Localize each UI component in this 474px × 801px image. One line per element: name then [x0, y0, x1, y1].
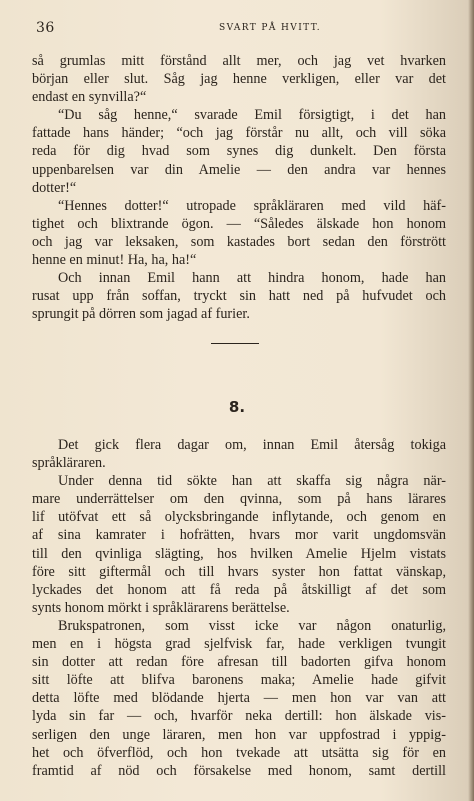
text-line: fattade hans händer; “och jag förstår nu allt, och vill söka: [32, 125, 446, 142]
section-divider: [211, 343, 259, 344]
text-line: Och innan Emil hann att hindra honom, hade han: [58, 270, 446, 287]
text-line: Brukspatronen, som visst icke var någon onaturlig,: [58, 617, 446, 634]
text-line: sprungit på dörren som jagad af furier.: [32, 306, 250, 323]
text-line: dotter!“: [32, 179, 77, 196]
text-line: till den qvinliga slägting, hos hvilken Amelie Hjelm vistats: [32, 545, 446, 562]
text-line: så grumlas mitt förstånd allt mer, och jag vet hvarken: [32, 53, 446, 69]
text-line: het och öfverflöd, och hon tvekade att utsätta sig för en: [32, 744, 446, 761]
text-line: Under denna tid sökte han att skaffa sig några när-: [58, 473, 446, 490]
text-line: henne en minut! Ha, ha, ha!“: [32, 252, 197, 269]
text-line: reda för dig hvad som synes dig dunkelt. Den första: [32, 143, 446, 160]
text-line: men en i högsta grad sjelfvisk far, hade verkligen tvungit: [32, 636, 446, 653]
chapter-number: 8.: [228, 398, 246, 416]
page-header: [36, 20, 440, 38]
text-line: tighet och blixtrande ögon. — “Således älskade hon honom: [32, 215, 446, 232]
text-section-one: [32, 52, 446, 323]
text-line: uppenbarelsen var din Amelie — den andra var hennes: [32, 161, 446, 178]
text-line: och jag var leksaken, som kastades bort sedan den förstrött: [32, 233, 446, 250]
text-line: lif utöfvat ett så olycksbringande inflytande, och genom en: [32, 509, 446, 526]
text-line: “Du såg henne,“ svarade Emil försigtigt, i det han: [58, 107, 446, 124]
text-line: framtid af nöd och försakelse med honom, samt dertill: [32, 762, 446, 779]
text-line: “Hennes dotter!“ utropade språkläraren med vild häf-: [58, 197, 446, 214]
text-line: lyckades det honom att få reda på åtskilligt af det som: [32, 581, 446, 598]
running-head: SVART PÅ HVITT.: [219, 23, 322, 33]
text-line: serligen den unge läraren, men hon var uppfostrad i yppig-: [32, 726, 446, 743]
text-section-two: [32, 436, 446, 780]
text-line: språkläraren.: [32, 455, 106, 472]
text-line: detta löfte med blödande hjerta — men hon var van att: [32, 690, 446, 707]
text-line: lyda sin far — och, hvarför neka dertill: hon älskade vis-: [32, 708, 446, 725]
text-line: början eller slut. Såg jag henne verkligen, eller var det: [32, 71, 446, 88]
text-line: sitt löfte att blifva baronens maka; Amelie hade gifvit: [32, 672, 446, 689]
text-line: rusat upp från soffan, tryckt sin hatt ned på hufvudet och: [32, 288, 446, 305]
text-line: synts honom mörkt i språklärarens berättelse.: [32, 599, 290, 616]
text-line: mare underrättelser om den qvinna, som på hans lärares: [32, 491, 446, 508]
text-line: af sina kamrater i hofrätten, hvars mor varit ungdomsvän: [32, 527, 446, 544]
text-line: Det gick flera dagar om, innan Emil återsåg tokiga: [58, 437, 446, 453]
page-number: 36: [36, 20, 55, 36]
text-line: före sitt giftermål och till hvars syster hon fattat vänskap,: [32, 563, 446, 580]
text-line: endast en synvilla?“: [32, 89, 147, 106]
text-line: sin dotter att redan före afresan till badorten gifva honom: [32, 654, 446, 671]
